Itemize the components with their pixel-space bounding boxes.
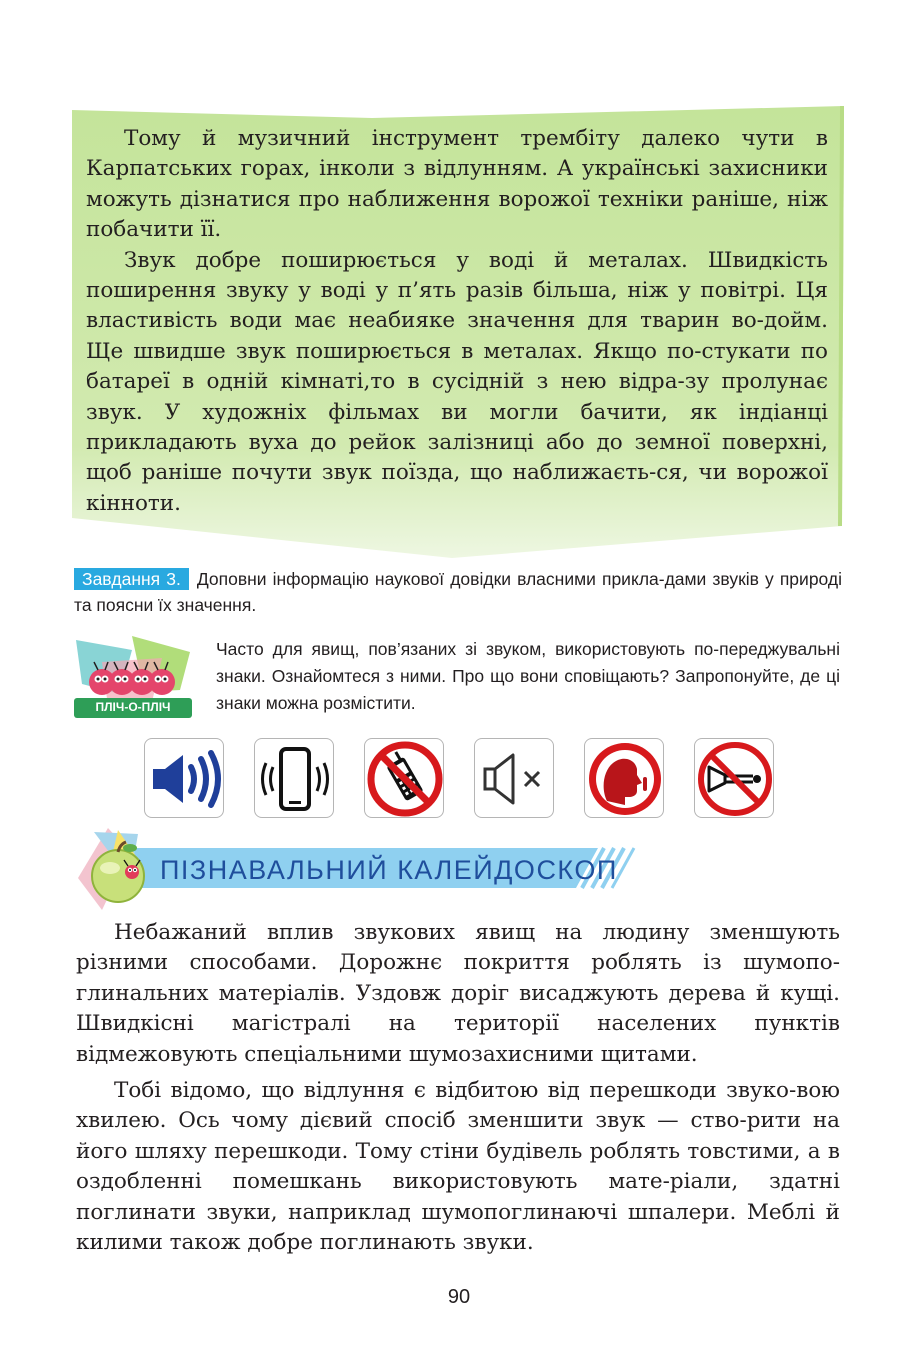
body-text [76,918,840,1264]
page-number: 90 [447,1286,471,1308]
phone-vibrate-icon [255,739,335,819]
sign-card [254,738,334,818]
body-paragraph: Небажаний вплив звукових явищ на людину зменшують різними способами. Дорожнє покриття роблять із шумопо-глинальних матеріалів. Уздовж доріг висаджують дерева й кущі. Швидкісні магістралі на території населених пунктів відмежовують спеціальними шумозахисними щитами. [76,920,840,1067]
sign-card [474,738,554,818]
silence-icon [585,739,665,819]
task-text: Доповни інформацію наукової довідки власними прикла-дами звуків у природі та поясни їх значення. [74,569,842,615]
task-badge: Завдання 3. [74,568,189,590]
pair-work-label: ПЛІЧ-О-ПЛІЧ [95,700,171,714]
apple-icon [84,838,154,908]
info-paragraph: Тому й музичний інструмент трембіту далеко чути в Карпатських горах, інколи з відлунням. А українські захисники можуть дізнатися про наближення ворожої техніки раніше, ніж побачити її. [86,126,828,243]
signs-row [144,738,776,820]
kaleidoscope-title: ПІЗНАВАЛЬНИЙ КАЛЕЙДОСКОП [160,855,618,885]
speaker-volume-icon [145,739,225,819]
pair-work-text: Часто для явищ, пов’язаних зі звуком, використовують по-переджувальні знаки. Ознайомтеся з ними. Про що вони сповіщають? Запропонуйте, де ці знаки можна розмістити. [216,639,840,713]
sign-card [584,738,664,818]
kaleidoscope-banner [78,828,648,912]
pair-work-logo [72,632,196,722]
info-box-text [86,124,828,519]
sign-card [694,738,774,818]
info-paragraph: Звук добре поширюється у воді й металах. Швидкість поширення звуку у воді у п’ять разів більша, ніж у повітрі. Ця властивість води має неабияке значення для тварин во-дойм. Ще швидше звук поширюється в металах. Якщо по-стукати по батареї в одній кімнаті,то в сусідній з нею відра-зу пролунає звук. У художніх фільмах ви могли бачити, як індіанці прикладають вуха до рейок залізниці або до земної поверхні, щоб раніше почути звук поїзда, що наближаєть-ся, чи ворожої кінноти. [86,247,828,516]
sign-card [144,738,224,818]
info-box [72,106,844,558]
task-3 [74,566,842,618]
no-horn-icon [695,739,775,819]
body-paragraph: Тобі відомо, що відлуння є відбитою від перешкоди звуко-вою хвилею. Ось чому дієвий спосіб зменшити звук — ство-рити на його шляху перешкоди. Тому стіни будівель роблять товстими, а в оздобленні помешкань використовують мате-ріали, здатні поглинати звуки, наприклад шумопоглинаючі шпалери. Меблі й килими також добре поглинають звуки. [76,1078,840,1256]
no-phone-icon [365,739,445,819]
speaker-mute-icon [475,739,555,819]
sign-card [364,738,444,818]
